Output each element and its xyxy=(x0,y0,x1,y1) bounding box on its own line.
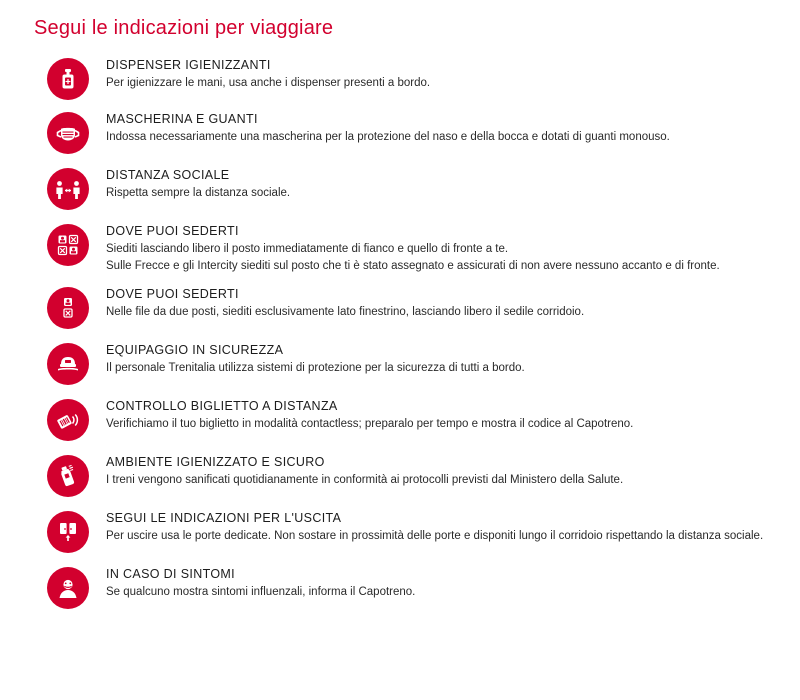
hand-sanitizer-dispenser-icon xyxy=(47,58,89,100)
rules-list xyxy=(30,56,782,609)
rule-title: DISPENSER IGIENIZZANTI xyxy=(106,58,271,72)
spray-bottle-sanitizing-icon xyxy=(47,455,89,497)
rule-title: SEGUI LE INDICAZIONI PER L'USCITA xyxy=(106,510,342,525)
seat-layout-two-icon xyxy=(47,287,89,329)
staff-cap-icon xyxy=(47,343,89,385)
icon-cell xyxy=(30,509,106,553)
rule-text: Nelle file da due posti, siediti esclusivamente lato finestrino, lasciando libero il sedile corridoio. xyxy=(106,306,585,319)
text-cell xyxy=(106,110,782,146)
text-cell xyxy=(106,397,782,433)
rule-title: DOVE PUOI SEDERTI xyxy=(106,286,239,301)
seat-layout-four-icon xyxy=(47,224,89,266)
text-cell xyxy=(106,166,782,202)
icon-cell xyxy=(30,285,106,329)
list-item xyxy=(30,222,782,275)
rule-title: DOVE PUOI SEDERTI xyxy=(106,224,239,238)
page-title: Segui le indicazioni per viaggiare xyxy=(34,17,334,39)
rule-title: CONTROLLO BIGLIETTO A DISTANZA xyxy=(106,398,338,413)
text-cell xyxy=(106,222,782,275)
list-item xyxy=(30,341,782,385)
list-item xyxy=(30,285,782,329)
contactless-ticket-check-icon xyxy=(47,399,89,441)
text-cell xyxy=(106,341,782,377)
text-cell xyxy=(106,509,782,545)
rule-text: Per igienizzare le mani, usa anche i dispenser presenti a bordo. xyxy=(106,77,431,90)
list-item xyxy=(30,56,782,100)
rule-title: IN CASO DI SINTOMI xyxy=(106,566,235,581)
list-item xyxy=(30,509,782,553)
icon-cell xyxy=(30,222,106,266)
icon-cell xyxy=(30,56,106,100)
face-mask-and-gloves-icon xyxy=(47,112,89,154)
text-cell xyxy=(106,453,782,489)
icon-cell xyxy=(30,110,106,154)
icon-cell xyxy=(30,166,106,210)
list-item xyxy=(30,565,782,609)
rule-title: EQUIPAGGIO IN SICUREZZA xyxy=(106,342,284,357)
list-item xyxy=(30,110,782,154)
text-cell xyxy=(106,285,782,321)
rule-title: AMBIENTE IGIENIZZATO E SICURO xyxy=(106,454,325,469)
list-item xyxy=(30,397,782,441)
list-item xyxy=(30,453,782,497)
rule-text: Rispetta sempre la distanza sociale. xyxy=(106,187,291,200)
text-cell xyxy=(106,565,782,601)
rule-text: Per uscire usa le porte dedicate. Non sostare in prossimità delle porte e disponiti lungo il corridoio rispettando la distanza sociale. xyxy=(106,530,764,543)
rule-text: Se qualcuno mostra sintomi influenzali, informa il Capotreno. xyxy=(106,586,416,599)
rule-text: Siediti lasciando libero il posto immediatamente di fianco e quello di fronte a te. xyxy=(106,243,509,256)
rule-text: I treni vengono sanificati quotidianamente in conformità ai protocolli previsti dal Ministero della Salute. xyxy=(106,474,624,487)
list-item xyxy=(30,166,782,210)
icon-cell xyxy=(30,453,106,497)
exit-doors-icon xyxy=(47,511,89,553)
rule-text: Sulle Frecce e gli Intercity siediti sul posto che ti è stato assegnato e assicurati di non avere nessuno accanto e di fronte. xyxy=(106,260,720,273)
text-cell xyxy=(106,56,782,92)
rule-text: Il personale Trenitalia utilizza sistemi di protezione per la sicurezza di tutti a bordo. xyxy=(106,362,525,375)
rule-text: Indossa necessariamente una mascherina per la protezione del naso e della bocca e dotati di guanti monouso. xyxy=(106,131,670,144)
symptoms-person-icon xyxy=(47,567,89,609)
rule-text: Verifichiamo il tuo biglietto in modalità contactless; preparalo per tempo e mostra il codice al Capotreno. xyxy=(106,418,634,431)
rule-title: DISTANZA SOCIALE xyxy=(106,168,230,182)
rule-title: MASCHERINA E GUANTI xyxy=(106,112,258,126)
icon-cell xyxy=(30,397,106,441)
icon-cell xyxy=(30,341,106,385)
icon-cell xyxy=(30,565,106,609)
social-distancing-icon xyxy=(47,168,89,210)
